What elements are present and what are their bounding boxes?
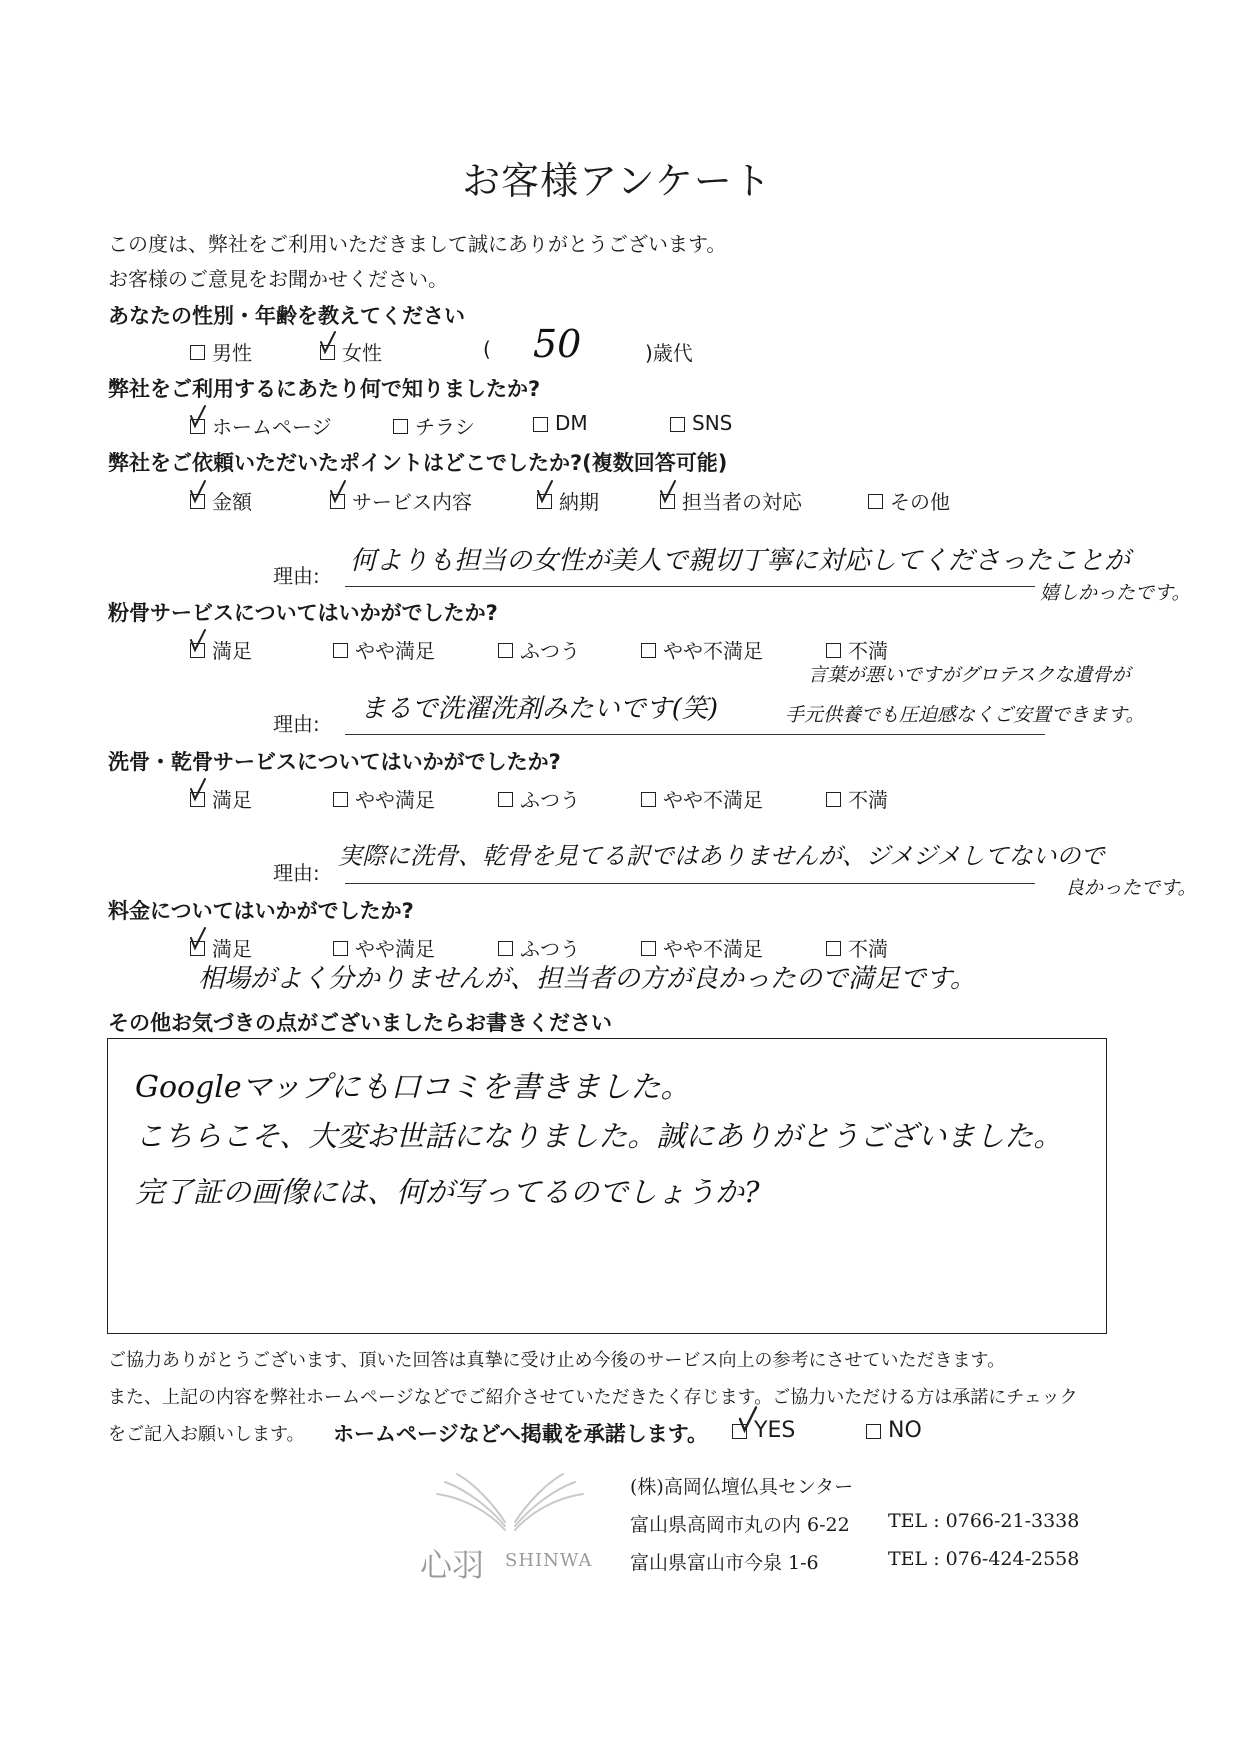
footer-line-3: をご記入お願いします。 xyxy=(108,1424,305,1445)
age-value[interactable]: 50 xyxy=(533,322,582,366)
q3-reason-text-2[interactable]: 嬉しかったです。 xyxy=(1040,582,1191,604)
page-title: お客様アンケート xyxy=(462,159,772,203)
check-mark-icon xyxy=(189,404,207,430)
checkbox-checked[interactable] xyxy=(320,345,335,360)
comment-line-2[interactable]: こちらこそ、大変お世話になりました。誠にありがとうございました。 xyxy=(135,1119,1063,1153)
option-somewhat-dissatisfied[interactable]: やや不満足 xyxy=(641,784,763,813)
q3-reason-text[interactable]: 何よりも担当の女性が美人で親切丁寧に対応してくださったことが xyxy=(350,546,1131,576)
option-somewhat-satisfied[interactable]: やや満足 xyxy=(333,784,435,813)
q5-reason-label: 理由: xyxy=(273,861,320,885)
intro-line-2: お客様のご意見をお聞かせください。 xyxy=(108,267,448,291)
q4-reason-text-2[interactable]: 言葉が悪いですがグロテスクな遺骨が xyxy=(808,664,1131,686)
company-tel-1: TEL : 0766-21-3338 xyxy=(888,1510,1080,1532)
consent-label: ホームページなどへ掲載を承諾します。 xyxy=(333,1422,709,1446)
logo-kanji: 心羽 xyxy=(420,1546,485,1584)
company-address-2: 富山県富山市今泉 1-6 xyxy=(630,1552,819,1574)
option-somewhat-dissatisfied[interactable]: やや不満足 xyxy=(641,933,763,962)
option-other[interactable]: その他 xyxy=(868,486,950,515)
logo-roman: SHINWA xyxy=(505,1550,593,1571)
option-homepage[interactable]: ホームページ xyxy=(190,411,332,440)
check-mark-icon xyxy=(189,777,207,803)
consent-no[interactable]: NO xyxy=(866,1418,922,1443)
option-neutral[interactable]: ふつう xyxy=(498,933,580,962)
footer-thanks: ご協力ありがとうございます、頂いた回答は真摯に受け止め今後のサービス向上の参考にさせていただきます。 xyxy=(108,1350,1006,1371)
q6-label: 料金についてはいかがでしたか? xyxy=(108,899,414,923)
option-service-content[interactable]: サービス内容 xyxy=(330,486,472,515)
age-open-paren: ( xyxy=(483,337,491,361)
check-mark-icon xyxy=(189,926,207,952)
company-address-1: 富山県高岡市丸の内 6-22 xyxy=(630,1514,850,1536)
option-dissatisfied[interactable]: 不満 xyxy=(826,635,888,664)
q1-label: あなたの性別・年齢を教えてください xyxy=(108,304,465,328)
checkbox[interactable] xyxy=(190,345,205,360)
q5-reason-underline xyxy=(345,883,1035,884)
q3-label: 弊社をご依頼いただいたポイントはどこでしたか?(複数回答可能) xyxy=(108,451,728,475)
option-male[interactable]: 男性 xyxy=(190,337,252,366)
q4-reason-label: 理由: xyxy=(273,712,320,736)
option-flyer[interactable]: チラシ xyxy=(393,411,475,440)
company-name: (株)高岡仏壇仏具センター xyxy=(630,1476,854,1498)
q4-reason-text[interactable]: まるで洗濯洗剤みたいです(笑) xyxy=(360,694,719,724)
option-staff-response[interactable]: 担当者の対応 xyxy=(660,486,802,515)
option-satisfied[interactable]: 満足 xyxy=(190,784,252,813)
check-mark-icon xyxy=(659,479,677,505)
q4-reason-text-3[interactable]: 手元供養でも圧迫感なくご安置できます。 xyxy=(785,704,1145,726)
option-female[interactable]: 女性 xyxy=(320,337,382,366)
q5-reason-text[interactable]: 実際に洗骨、乾骨を見てる訳ではありませんが、ジメジメしてないので xyxy=(338,842,1105,870)
option-dm[interactable]: DM xyxy=(533,411,588,435)
option-satisfied[interactable]: 満足 xyxy=(190,933,252,962)
q4-reason-underline xyxy=(345,734,1045,735)
q2-label: 弊社をご利用するにあたり何で知りましたか? xyxy=(108,377,541,401)
q6-comment[interactable]: 相場がよく分かりませんが、担当者の方が良かったので満足です。 xyxy=(198,964,976,994)
q3-reason-underline xyxy=(345,586,1035,587)
footer-line-2: また、上記の内容を弊社ホームページなどでご紹介させていただきたく存じます。ご協力いただける方は承諾にチェック xyxy=(108,1387,1078,1408)
intro-line-1: この度は、弊社をご利用いただきまして誠にありがとうございます。 xyxy=(108,232,727,256)
option-dissatisfied[interactable]: 不満 xyxy=(826,933,888,962)
wing-logo-icon xyxy=(435,1468,585,1538)
check-mark-icon xyxy=(536,479,554,505)
q4-label: 粉骨サービスについてはいかがでしたか? xyxy=(108,601,498,625)
option-satisfied[interactable]: 満足 xyxy=(190,635,252,664)
consent-yes[interactable]: YES xyxy=(732,1418,795,1443)
option-somewhat-dissatisfied[interactable]: やや不満足 xyxy=(641,635,763,664)
check-mark-icon xyxy=(189,479,207,505)
option-sns[interactable]: SNS xyxy=(670,411,732,435)
option-delivery[interactable]: 納期 xyxy=(537,486,599,515)
comment-line-3[interactable]: 完了証の画像には、何が写ってるのでしょうか? xyxy=(135,1175,760,1209)
option-somewhat-satisfied[interactable]: やや満足 xyxy=(333,933,435,962)
check-mark-icon xyxy=(329,479,347,505)
option-somewhat-satisfied[interactable]: やや満足 xyxy=(333,635,435,664)
company-tel-2: TEL : 076-424-2558 xyxy=(888,1548,1080,1570)
comment-line-1[interactable]: Googleマップにも口コミを書きました。 xyxy=(135,1070,691,1105)
q5-label: 洗骨・乾骨サービスについてはいかがでしたか? xyxy=(108,750,561,774)
check-mark-icon xyxy=(319,330,337,356)
option-neutral[interactable]: ふつう xyxy=(498,784,580,813)
option-dissatisfied[interactable]: 不満 xyxy=(826,784,888,813)
q5-reason-text-2[interactable]: 良かったです。 xyxy=(1065,877,1197,899)
q3-reason-label: 理由: xyxy=(273,564,320,588)
check-mark-icon xyxy=(189,628,207,654)
option-neutral[interactable]: ふつう xyxy=(498,635,580,664)
q7-label: その他お気づきの点がございましたらお書きください xyxy=(108,1011,612,1035)
age-suffix: )歳代 xyxy=(645,341,693,365)
option-price[interactable]: 金額 xyxy=(190,486,252,515)
